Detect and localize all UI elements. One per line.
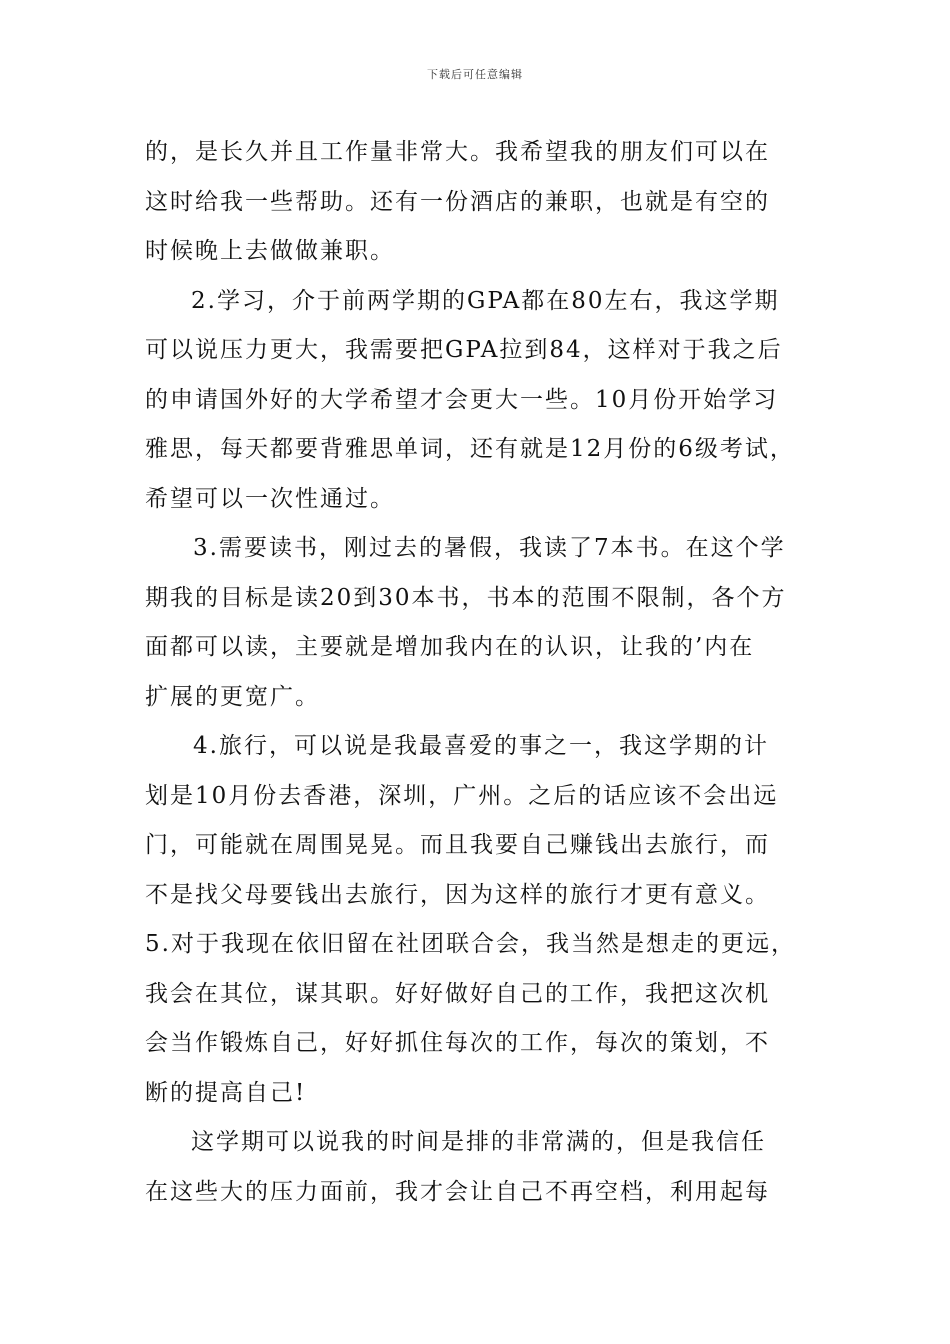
paragraph-start-line: 4.旅行，可以说是我最喜爱的事之一，我这学期的计: [193, 733, 769, 759]
text-line: 不是找父母要钱出去旅行，因为这样的旅行才更有意义。: [145, 881, 770, 908]
paragraph-start-line: 3.需要读书，刚过去的暑假，我读了7本书。在这个学: [193, 535, 786, 561]
text-line: 扩展的更宽广。: [145, 683, 320, 710]
paragraph-start-line: 这学期可以说我的时间是排的非常满的，但是我信任: [191, 1129, 766, 1155]
text-line: 在这些大的压力面前，我才会让自己不再空档，利用起每: [145, 1178, 770, 1205]
text-line: 面都可以读，主要就是增加我内在的认识，让我的’内在: [145, 634, 755, 660]
text-line: 的申请国外好的大学希望才会更大一些。10月份开始学习: [145, 386, 779, 413]
text-line: 会当作锻炼自己，好好抓住每次的工作，每次的策划，不: [145, 1030, 770, 1056]
text-line: 雅思，每天都要背雅思单词，还有就是12月份的6级考试，: [145, 436, 795, 462]
page-header: 下载后可任意编辑: [427, 68, 523, 81]
text-line: 我会在其位，谋其职。好好做好自己的工作，我把这次机: [145, 980, 770, 1007]
text-line: 时候晚上去做做兼职。: [145, 238, 395, 264]
text-line: 断的提高自己!: [145, 1079, 307, 1106]
document-body: [145, 128, 810, 1217]
text-line: 希望可以一次性通过。: [145, 485, 395, 512]
text-line: 门，可能就在周围晃晃。而且我要自己赚钱出去旅行，而: [145, 832, 770, 858]
paragraph-start-line: 2.学习，介于前两学期的GPA都在80左右，我这学期: [191, 287, 780, 314]
text-line: 5.对于我现在依旧留在社团联合会，我当然是想走的更远，: [145, 931, 796, 957]
text-line: 可以说压力更大，我需要把GPA拉到84，这样对于我之后: [145, 337, 783, 363]
text-line: 期我的目标是读20到30本书，书本的范围不限制，各个方: [145, 584, 787, 611]
text-line: 的，是长久并且工作量非常大。我希望我的朋友们可以在: [145, 139, 770, 165]
text-line: 划是10月份去香港，深圳，广州。之后的话应该不会出远: [145, 782, 779, 809]
text-line: 这时给我一些帮助。还有一份酒店的兼职，也就是有空的: [145, 188, 770, 215]
